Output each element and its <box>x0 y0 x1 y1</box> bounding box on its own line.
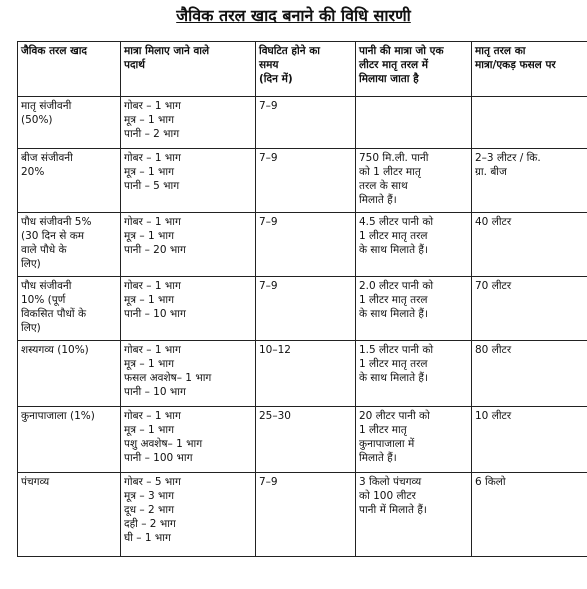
dose-cell <box>472 97 587 149</box>
water-cell <box>356 149 472 213</box>
cell-line: मूत्र – 3 भाग <box>124 490 175 502</box>
cell-line: पौध संजीवनी <box>21 280 72 292</box>
cell-line: दही – 2 भाग <box>124 518 176 530</box>
cell-line: फसल अवशेष– 1 भाग <box>124 372 212 384</box>
cell-line: बीज संजीवनी <box>21 152 73 164</box>
ingredients-cell <box>121 473 256 557</box>
cell-line: 1 लीटर मातृ <box>359 424 407 436</box>
name-cell <box>18 277 121 341</box>
time-cell <box>256 341 356 407</box>
cell-line: 6 किलो <box>475 476 506 488</box>
name-cell <box>18 213 121 277</box>
cell-line: गोबर – 1 भाग <box>124 280 181 292</box>
cell-line: लीटर मातृ तरल में <box>359 59 429 71</box>
name-cell <box>18 473 121 557</box>
dose-cell <box>472 149 587 213</box>
time-cell <box>256 149 356 213</box>
cell-line: मूत्र – 1 भाग <box>124 166 175 178</box>
ingredients-cell <box>121 97 256 149</box>
cell-line: मूत्र – 1 भाग <box>124 424 175 436</box>
water-cell <box>356 341 472 407</box>
cell-line: पानी – 10 भाग <box>124 308 186 320</box>
time-cell <box>256 277 356 341</box>
cell-line: 10% (पूर्ण <box>21 294 66 306</box>
cell-line: गोबर – 5 भाग <box>124 476 181 488</box>
cell-line: (50%) <box>21 114 53 126</box>
dose-cell <box>472 341 587 407</box>
cell-line: 7–9 <box>259 100 278 112</box>
dose-cell <box>472 407 587 473</box>
name-cell <box>18 407 121 473</box>
cell-line: कुनापाजाला (1%) <box>21 410 95 422</box>
cell-line: 1.5 लीटर पानी को <box>359 344 434 356</box>
cell-line: गोबर – 1 भाग <box>124 152 181 164</box>
water-cell <box>356 277 472 341</box>
water-cell <box>356 473 472 557</box>
cell-line: के साथ मिलाते हैं। <box>359 244 428 256</box>
cell-line: कुनापाजाला में <box>359 438 415 450</box>
cell-line: 2.0 लीटर पानी को <box>359 280 434 292</box>
table-row <box>18 473 587 557</box>
ingredients-cell <box>121 277 256 341</box>
cell-line: पशु अवशेष– 1 भाग <box>124 438 203 450</box>
cell-line: पदार्थ <box>124 59 145 71</box>
cell-line: पानी – 20 भाग <box>124 244 186 256</box>
cell-line: दूध – 2 भाग <box>124 504 174 516</box>
cell-line: तरल के साथ <box>359 180 408 192</box>
water-cell <box>356 407 472 473</box>
cell-line: पानी – 2 भाग <box>124 128 180 140</box>
cell-line: मिलाते हैं। <box>359 194 397 206</box>
ingredients-cell <box>121 213 256 277</box>
cell-line: मिलाया जाता है <box>359 73 419 85</box>
name-cell <box>18 97 121 149</box>
cell-line: 25–30 <box>259 410 291 422</box>
cell-line: गोबर – 1 भाग <box>124 410 181 422</box>
cell-line: गोबर – 1 भाग <box>124 344 181 356</box>
ingredients-cell <box>121 341 256 407</box>
cell-line: के साथ मिलाते हैं। <box>359 372 428 384</box>
cell-line: पानी – 5 भाग <box>124 180 180 192</box>
table-row <box>18 97 587 149</box>
name-cell <box>18 149 121 213</box>
header-cell <box>18 42 121 97</box>
cell-line: 1 लीटर मातृ तरल <box>359 294 428 306</box>
water-cell <box>356 213 472 277</box>
header-cell <box>121 42 256 97</box>
cell-line: 2–3 लीटर / कि. <box>475 152 541 164</box>
cell-line: 3 किलो पंचगव्य <box>359 476 422 488</box>
cell-line: पानी की मात्रा जो एक <box>359 45 444 57</box>
cell-line: 7–9 <box>259 216 278 228</box>
cell-line: 7–9 <box>259 152 278 164</box>
cell-line: घी – 1 भाग <box>124 532 171 544</box>
header-row <box>18 42 587 97</box>
cell-line: 750 मि.ली. पानी <box>359 152 429 164</box>
cell-line: मात्रा मिलाए जाने वाले <box>124 45 210 57</box>
cell-line: मूत्र – 1 भाग <box>124 114 175 126</box>
cell-line: 20% <box>21 166 45 178</box>
header-cell <box>356 42 472 97</box>
cell-line: के साथ मिलाते हैं। <box>359 308 428 320</box>
cell-line: 40 लीटर <box>475 216 512 228</box>
cell-line: 4.5 लीटर पानी को <box>359 216 434 228</box>
ingredients-cell <box>121 149 256 213</box>
table-row <box>18 341 587 407</box>
cell-line: विकसित पौधों के <box>21 308 87 320</box>
cell-line: विघटित होने का <box>259 45 320 57</box>
cell-line: 1 लीटर मातृ तरल <box>359 230 428 242</box>
time-cell <box>256 407 356 473</box>
cell-line: (30 दिन से कम <box>21 230 85 242</box>
cell-line: पानी – 100 भाग <box>124 452 193 464</box>
method-table <box>17 41 587 557</box>
name-cell <box>18 341 121 407</box>
table-row <box>18 407 587 473</box>
cell-line: 1 लीटर मातृ तरल <box>359 358 428 370</box>
table-row <box>18 149 587 213</box>
cell-line: पंचगव्य <box>21 476 50 488</box>
cell-line: मिलाते हैं। <box>359 452 397 464</box>
cell-line: लिए) <box>21 322 41 334</box>
cell-line: 7–9 <box>259 280 278 292</box>
cell-line: मातृ संजीवनी <box>21 100 72 112</box>
header-cell <box>472 42 587 97</box>
cell-line: मूत्र – 1 भाग <box>124 358 175 370</box>
cell-line: मूत्र – 1 भाग <box>124 230 175 242</box>
cell-line: (दिन में) <box>259 73 293 85</box>
water-cell <box>356 97 472 149</box>
cell-line: 70 लीटर <box>475 280 512 292</box>
cell-line: पानी में मिलाते हैं। <box>359 504 427 516</box>
time-cell <box>256 473 356 557</box>
cell-line: लिए) <box>21 258 41 270</box>
dose-cell <box>472 213 587 277</box>
page-title: जैविक तरल खाद बनाने की विधि सारणी <box>176 6 411 25</box>
cell-line: को 100 लीटर <box>359 490 416 502</box>
cell-line: मातृ तरल का <box>475 45 526 57</box>
time-cell <box>256 97 356 149</box>
cell-line: शस्यगव्य (10%) <box>21 344 89 356</box>
cell-line: पानी – 10 भाग <box>124 386 186 398</box>
cell-line: 10 लीटर <box>475 410 512 422</box>
cell-line: गोबर – 1 भाग <box>124 216 181 228</box>
table-row <box>18 213 587 277</box>
cell-line: को 1 लीटर मातृ <box>359 166 421 178</box>
cell-line: जैविक तरल खाद <box>21 45 88 57</box>
dose-cell <box>472 473 587 557</box>
cell-line: 80 लीटर <box>475 344 512 356</box>
cell-line: मात्रा/एकड़ फसल पर <box>475 59 556 71</box>
header-cell <box>256 42 356 97</box>
ingredients-cell <box>121 407 256 473</box>
cell-line: ग्रा. बीज <box>475 166 507 178</box>
time-cell <box>256 213 356 277</box>
cell-line: समय <box>259 59 279 71</box>
cell-line: मूत्र – 1 भाग <box>124 294 175 306</box>
table-row <box>18 277 587 341</box>
cell-line: पौध संजीवनी 5% <box>21 216 92 228</box>
cell-line: गोबर – 1 भाग <box>124 100 181 112</box>
cell-line: वाले पौधे के <box>21 244 67 256</box>
cell-line: 10–12 <box>259 344 291 356</box>
cell-line: 7–9 <box>259 476 278 488</box>
cell-line: 20 लीटर पानी को <box>359 410 430 422</box>
dose-cell <box>472 277 587 341</box>
